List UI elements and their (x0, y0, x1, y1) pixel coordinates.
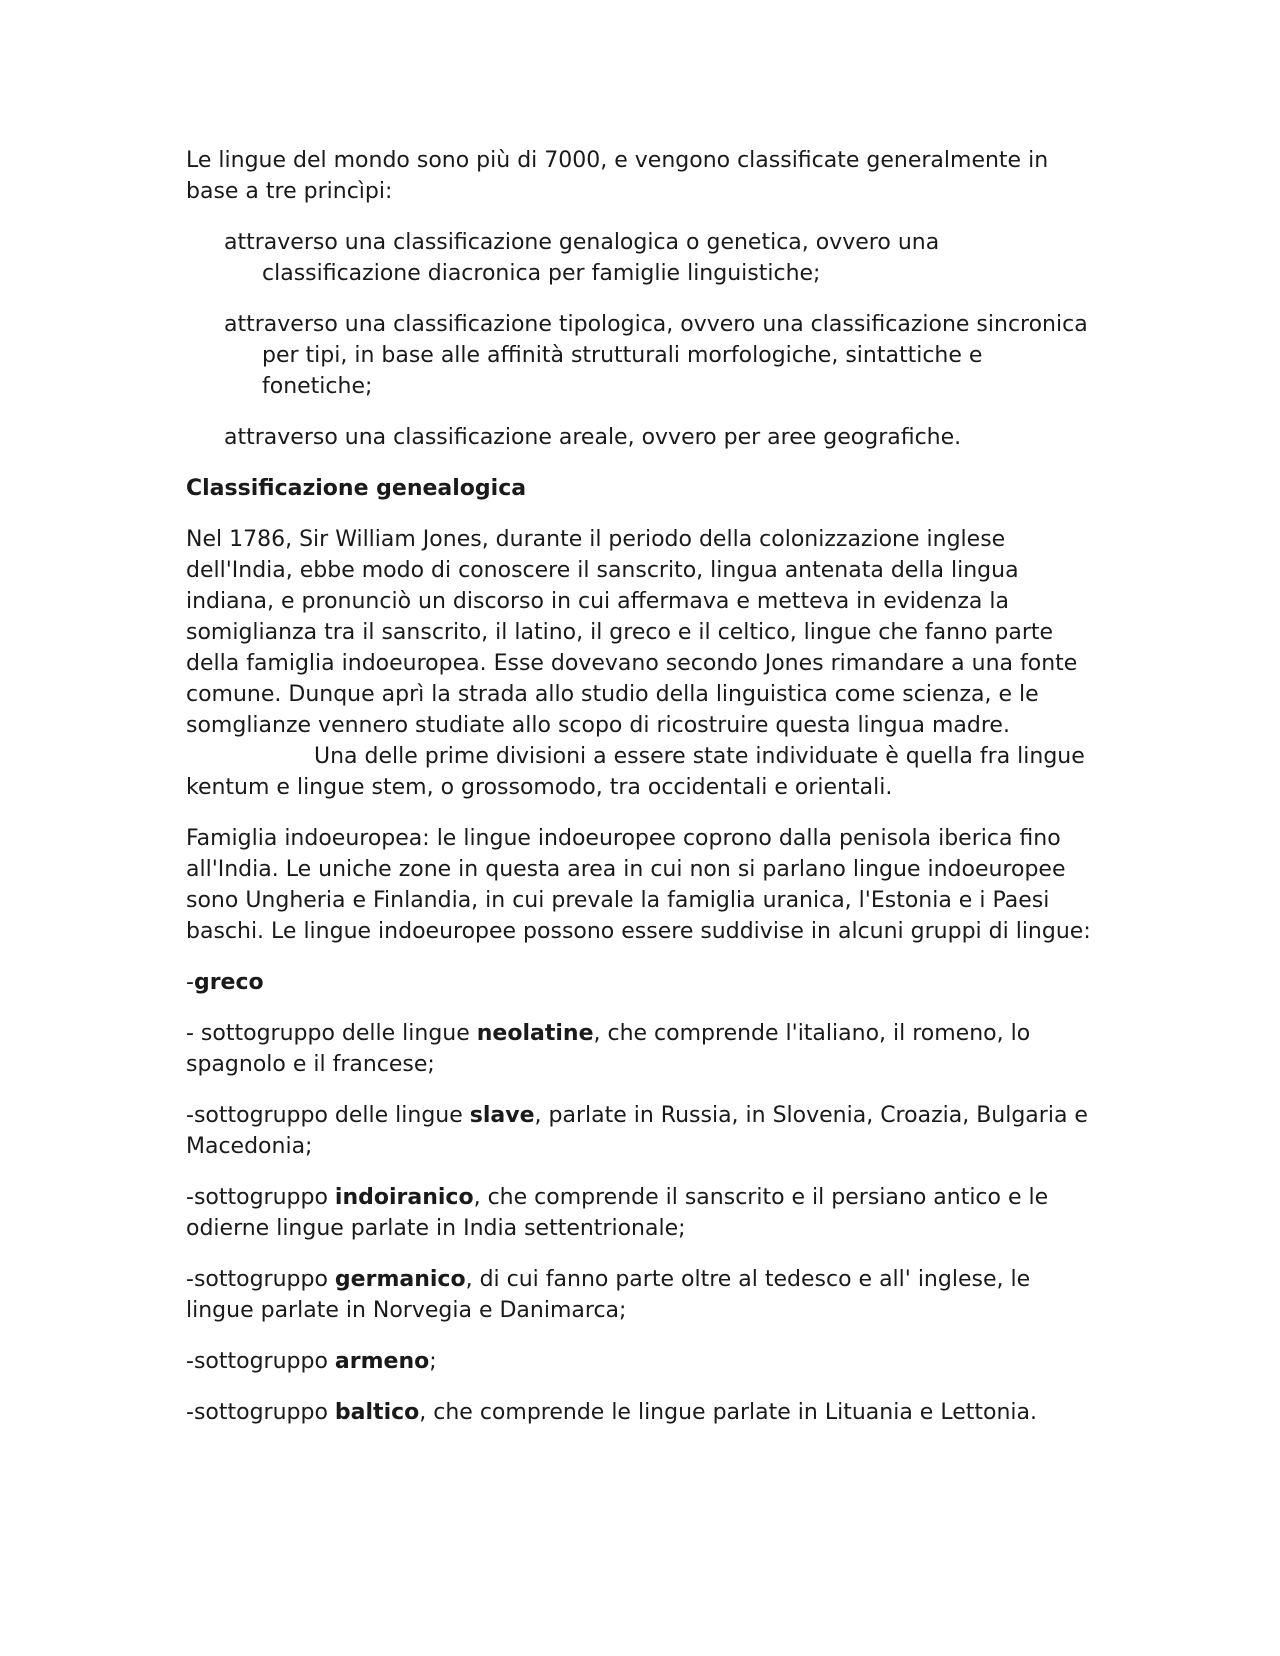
group-description: , che comprende le lingue parlate in Lituania e Lettonia. (419, 1400, 1037, 1425)
group-item-germanico (186, 1264, 1096, 1326)
group-name: armeno (334, 1349, 430, 1374)
intro-paragraph: Le lingue del mondo sono più di 7000, e vengono classificate generalmente in base a tre princìpi: (186, 148, 1049, 204)
principle-item: attraverso una classificazione areale, ovvero per aree geografiche. (224, 425, 962, 450)
group-item-indoiranico (186, 1182, 1096, 1244)
principles-list (186, 227, 1096, 453)
group-item-armeno (186, 1346, 1096, 1377)
group-name: slave (469, 1103, 535, 1128)
group-prefix: -sottogruppo (186, 1349, 335, 1374)
group-prefix: -sottogruppo (186, 1267, 335, 1292)
jones-paragraph-part2: Una delle prime divisioni a essere state individuate è quella fra lingue kentum e lingue stem, o grossomodo, tra occidentali e orientali. (186, 744, 1085, 800)
group-name: indoiranico (334, 1185, 474, 1210)
group-description: , che comprende il sanscrito e il persiano antico e le odierne lingue parlate in India settentrionale; (186, 1185, 1049, 1241)
document-page (186, 145, 1096, 1448)
jones-paragraph-part1: Nel 1786, Sir William Jones, durante il periodo della colonizzazione inglese dell'India, ebbe modo di conoscere il sanscrito, lingua antenata della lingua indiana, e pronunciò un discorso in cui affermava e metteva in evidenza la somiglianza tra il sanscrito, il latino, il greco e il celtico, lingue che fanno parte della famiglia indoeuropea. Esse dovevano secondo Jones rimandare a una fonte comune. Dunque aprì la strada allo studio della linguistica come scienza, e le somglianze vennero studiate allo scopo di ricostruire questa lingua madre. (186, 527, 1078, 738)
group-prefix: -sottogruppo (186, 1185, 335, 1210)
section-heading: Classificazione genealogica (186, 476, 527, 501)
group-name: germanico (334, 1267, 466, 1292)
group-description: , parlate in Russia, in Slovenia, Croazia, Bulgaria e Macedonia; (186, 1103, 1088, 1159)
group-prefix: -sottogruppo (186, 1400, 335, 1425)
group-name: baltico (334, 1400, 420, 1425)
group-description: ; (429, 1349, 437, 1374)
group-item-neolatine (186, 1018, 1096, 1080)
group-prefix: -sottogruppo delle lingue (186, 1103, 470, 1128)
principle-item: attraverso una classificazione genalogica o genetica, ovvero una classificazione diacronica per famiglie linguistiche; (224, 230, 940, 286)
family-paragraph: Famiglia indoeuropea: le lingue indoeuropee coprono dalla penisola iberica fino all'India. Le uniche zone in questa area in cui non si parlano lingue indoeuropee sono Ungheria e Finlandia, in cui prevale la famiglia uranica, l'Estonia e i Paesi baschi. Le lingue indoeuropee possono essere suddivise in alcuni gruppi di lingue: (186, 826, 1091, 944)
group-name: neolatine (476, 1021, 594, 1046)
group-description: , che comprende l'italiano, il romeno, lo spagnolo e il francese; (186, 1021, 1031, 1077)
group-prefix: - sottogruppo delle lingue (186, 1021, 477, 1046)
group-item-baltico (186, 1397, 1096, 1428)
group-name: greco (193, 970, 264, 995)
group-item-slave (186, 1100, 1096, 1162)
group-description: , di cui fanno parte oltre al tedesco e all' inglese, le lingue parlate in Norvegia e Danimarca; (186, 1267, 1031, 1323)
group-prefix: - (186, 970, 194, 995)
jones-paragraph (186, 524, 1096, 803)
group-item-greco (186, 967, 1096, 998)
principle-item: attraverso una classificazione tipologica, ovvero una classificazione sincronica per tipi, in base alle affinità strutturali morfologiche, sintattiche e fonetiche; (224, 312, 1088, 399)
